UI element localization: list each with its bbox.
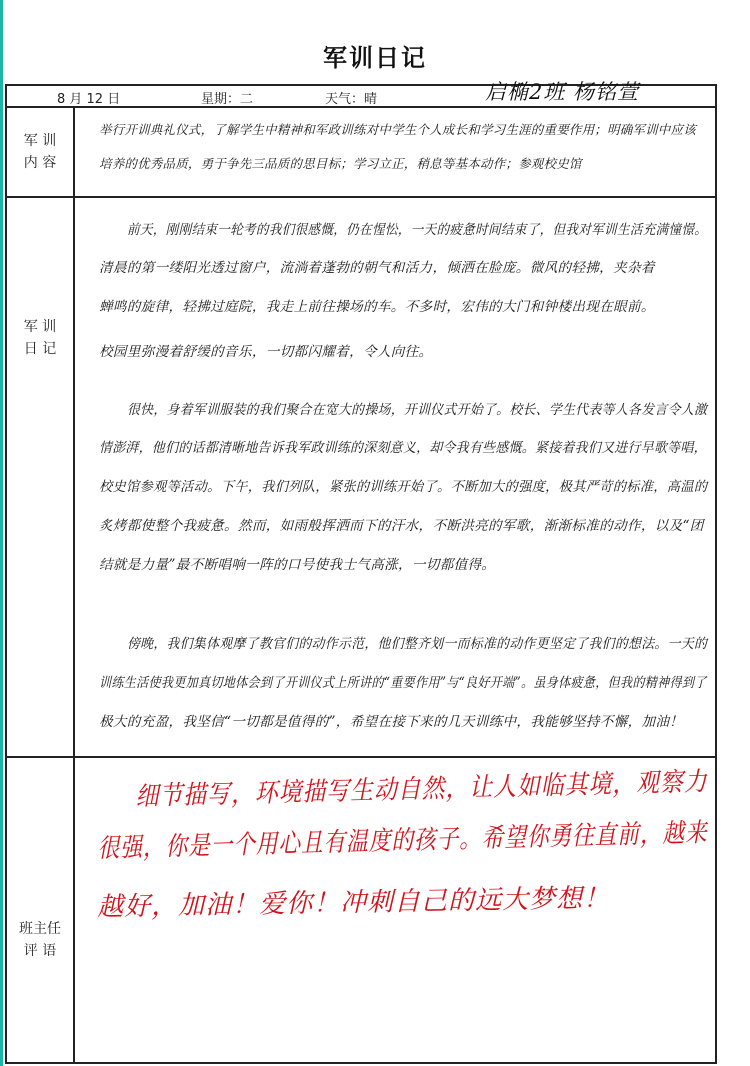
weekday-field: 星期：二 (201, 92, 254, 107)
diary-line: 清晨的第一缕阳光透过窗户，流淌着蓬勃的朝气和活力，倾洒在脸庞。微风的轻拂，夹杂着 (99, 260, 655, 276)
diary-line: 炙烤都使整个我疲惫。然而，如雨般挥洒而下的汗水，不断洪亮的军歌，渐渐标准的动作，以及“团 (99, 518, 704, 534)
diary-section-label (7, 316, 73, 360)
label-line: 评 语 (23, 943, 57, 959)
diary-line: 训练生活使我更加真切地体会到了开训仪式上所讲的“重要作用”与“良好开端”。虽身体疲惫，但我的精神得到了 (99, 675, 707, 691)
label-line: 日 记 (23, 341, 57, 357)
document-title: 军训日记 (323, 44, 427, 72)
diary-line: 傍晚，我们集体观摩了教官们的动作示范，他们整齐划一而标准的动作更坚定了我们的想法。一天的 (127, 636, 708, 652)
diary-line: 前天，刚刚结束一轮考的我们很感慨，仍在惺忪，一天的疲惫时间结束了，但我对军训生活充满憧憬。 (127, 222, 708, 238)
page-left-edge (0, 0, 3, 1066)
comment-line: 细节描写，环境描写生动自然，让人如临其境，观察力 (135, 767, 708, 812)
diary-line: 极大的充盈，我坚信“一切都是值得的”，希望在接下来的几天训练中，我能够坚持不懈，加油！ (99, 714, 684, 730)
content-line: 举行开训典礼仪式，了解学生中精神和军政训练对中学生个人成长和学习生涯的重要作用；明确军训中应该 (99, 122, 696, 137)
label-line: 军 训 (23, 133, 57, 149)
label-line: 班主任 (19, 921, 61, 937)
diary-line: 校园里弥漫着舒缓的音乐，一切都闪耀着，令人向往。 (99, 344, 433, 360)
label-column-divider (73, 106, 75, 1062)
comment-line: 很强，你是一个用心且有温度的孩子。希望你勇往直前，越来 (97, 818, 708, 864)
diary-line: 情澎湃，他们的话都清晰地告诉我军政训练的深刻意义，却令我有些感慨。紧接着我们又进行早歌等唱， (99, 440, 707, 456)
diary-line: 很快，身着军训服装的我们聚合在宽大的操场，开训仪式开始了。校长、学生代表等人各发言令人激 (127, 402, 708, 418)
weather-field: 天气：晴 (325, 92, 378, 107)
diary-line: 校史馆参观等活动。下午，我们列队，紧张的训练开始了。不断加大的强度，极其严苛的标准，高温的 (99, 479, 708, 495)
content-line: 培养的优秀品质，勇于争先三品质的思目标；学习立正，稍息等基本动作；参观校史馆 (99, 156, 582, 171)
content-section-label (7, 130, 73, 174)
comment-section-label (7, 918, 73, 962)
diary-line: 结就是力量”最不断唱响一阵的口号使我士气高涨，一切都值得。 (99, 557, 496, 573)
label-line: 军 训 (23, 319, 57, 335)
content-divider (7, 196, 715, 198)
class-and-name-signature: 启椭2班 杨铭萱 (485, 80, 640, 104)
comment-line: 越好，加油！爱你！冲刺自己的远大梦想！ (96, 883, 611, 923)
diary-divider (7, 756, 715, 758)
diary-form (5, 80, 717, 1064)
label-line: 内 容 (23, 155, 57, 171)
diary-line: 蝉鸣的旋律，轻拂过庭院，我走上前往操场的车。不多时，宏伟的大门和钟楼出现在眼前。 (99, 299, 655, 315)
date-field: 8 月 12 日 (57, 92, 121, 107)
